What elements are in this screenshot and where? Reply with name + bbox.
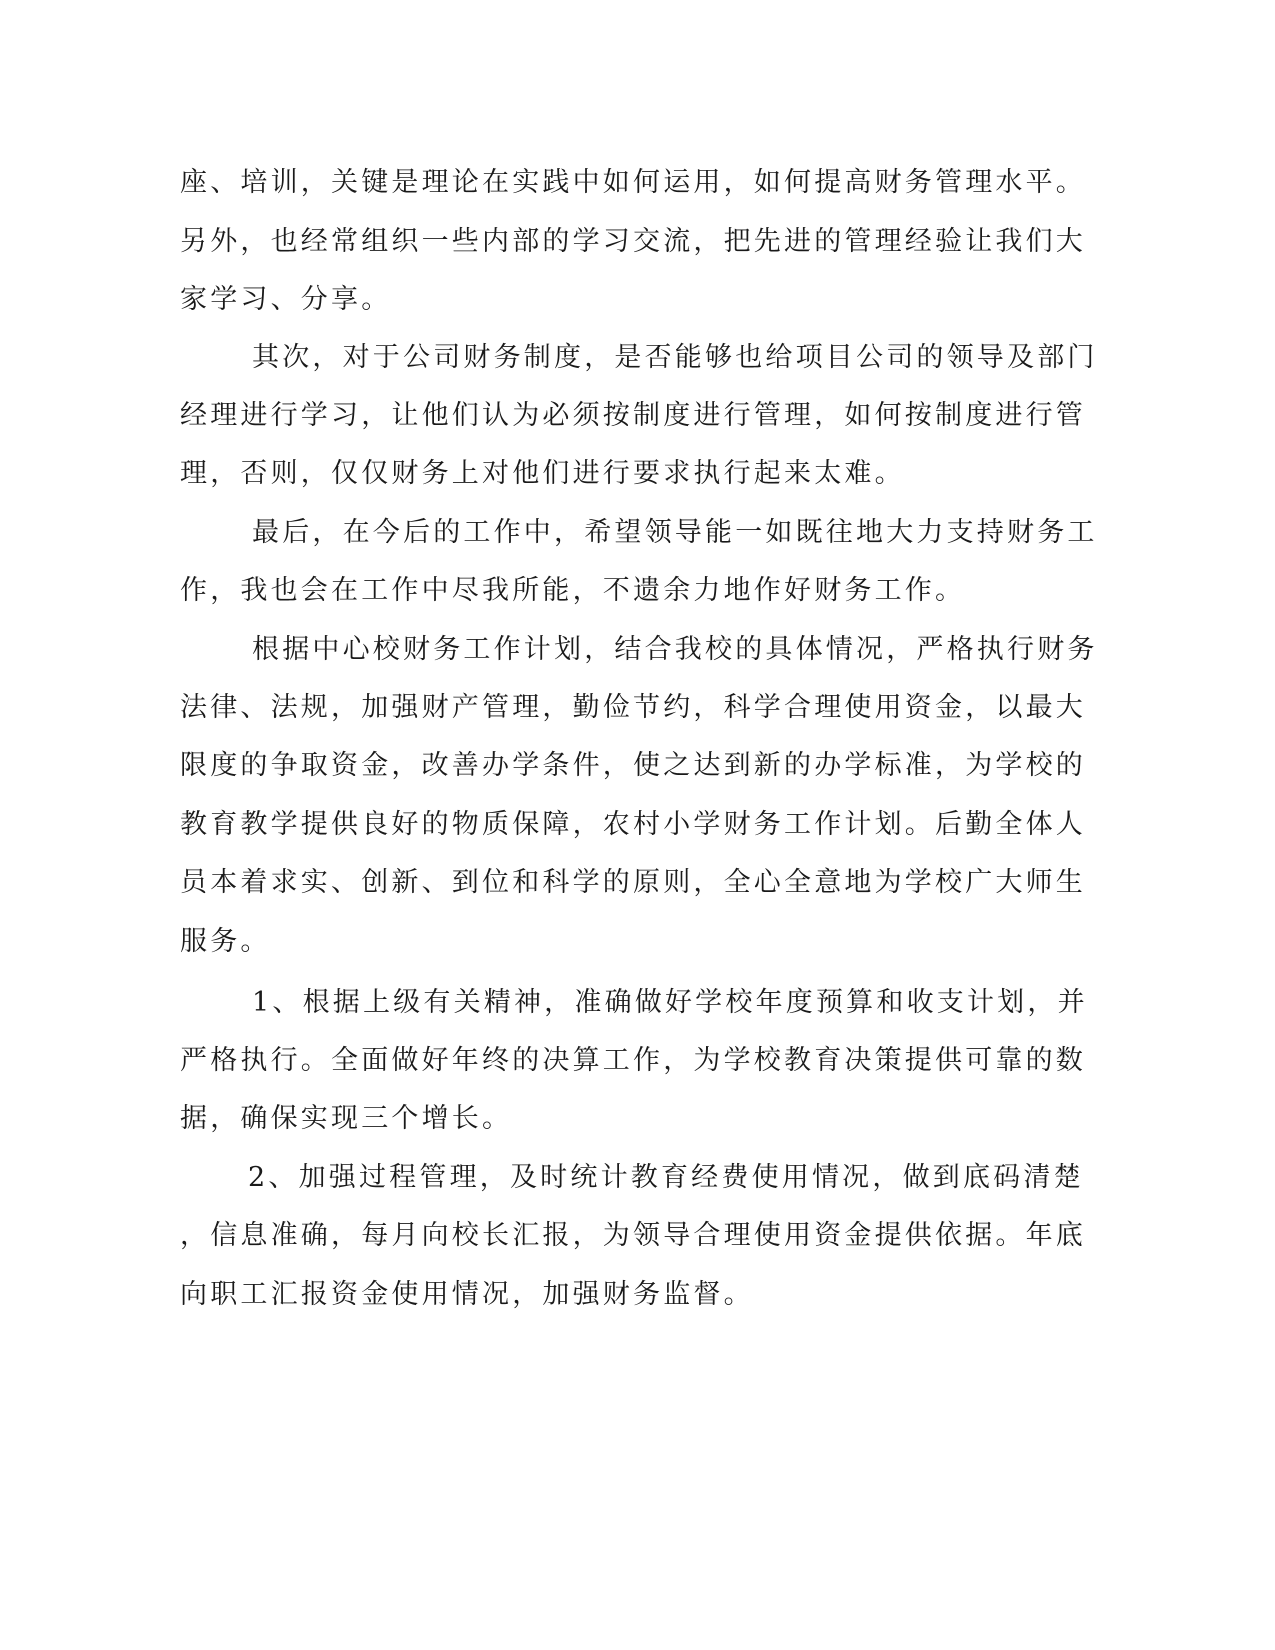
paragraph-5-line-1 <box>0 983 1275 1023</box>
paragraph-4-line-4 <box>0 805 1275 845</box>
paragraph-2-line-2 <box>0 396 1275 436</box>
paragraph-2-line-3 <box>0 454 1275 494</box>
text-line: 向职工汇报资金使用情况，加强财务监督。 <box>180 1279 754 1310</box>
text-line: 严格执行。全面做好年终的决算工作，为学校教育决策提供可靠的数 <box>180 1045 1086 1076</box>
paragraph-1-line-3 <box>0 280 1275 320</box>
text-line: 1、根据上级有关精神，准确做好学校年度预算和收支计划，并 <box>252 987 1088 1018</box>
paragraph-2-line-1 <box>0 338 1275 378</box>
text-line: 根据中心校财务工作计划，结合我校的具体情况，严格执行财务 <box>252 634 1098 665</box>
paragraph-4-line-1 <box>0 630 1275 670</box>
paragraph-1-line-1 <box>0 163 1275 203</box>
text-line: 经理进行学习，让他们认为必须按制度进行管理，如何按制度进行管 <box>180 400 1086 431</box>
text-line: 员本着求实、创新、到位和科学的原则，全心全意地为学校广大师生 <box>180 867 1086 898</box>
text-line: 理，否则，仅仅财务上对他们进行要求执行起来太难。 <box>180 458 905 489</box>
paragraph-4-line-6 <box>0 922 1275 962</box>
paragraph-3-line-1 <box>0 513 1275 553</box>
text-line: 2、加强过程管理，及时统计教育经费使用情况，做到底码清楚 <box>248 1162 1084 1193</box>
text-line: 据，确保实现三个增长。 <box>180 1103 513 1134</box>
paragraph-6-line-2 <box>0 1216 1275 1256</box>
paragraph-4-line-5 <box>0 863 1275 903</box>
text-line: 法律、法规，加强财产管理，勤俭节约，科学合理使用资金，以最大 <box>180 692 1086 723</box>
paragraph-3-line-2 <box>0 571 1275 611</box>
text-line: 其次，对于公司财务制度，是否能够也给项目公司的领导及部门 <box>252 342 1098 373</box>
text-line: ，信息准确，每月向校长汇报，为领导合理使用资金提供依据。年底 <box>180 1220 1086 1251</box>
text-line: 限度的争取资金，改善办学条件，使之达到新的办学标准，为学校的 <box>180 750 1086 781</box>
paragraph-5-line-2 <box>0 1041 1275 1081</box>
text-line: 作，我也会在工作中尽我所能，不遗余力地作好财务工作。 <box>180 575 966 606</box>
text-line: 最后，在今后的工作中，希望领导能一如既往地大力支持财务工 <box>252 517 1098 548</box>
paragraph-6-line-1 <box>0 1158 1275 1198</box>
paragraph-4-line-2 <box>0 688 1275 728</box>
text-line: 家学习、分享。 <box>180 284 392 315</box>
text-line: 教育教学提供良好的物质保障，农村小学财务工作计划。后勤全体人 <box>180 809 1086 840</box>
paragraph-5-line-3 <box>0 1099 1275 1139</box>
paragraph-1-line-2 <box>0 222 1275 262</box>
text-line: 座、培训，关键是理论在实践中如何运用，如何提高财务管理水平。 <box>180 167 1086 198</box>
text-line: 服务。 <box>180 926 271 957</box>
paragraph-6-line-3 <box>0 1275 1275 1315</box>
text-line: 另外，也经常组织一些内部的学习交流，把先进的管理经验让我们大 <box>180 226 1086 257</box>
paragraph-4-line-3 <box>0 746 1275 786</box>
